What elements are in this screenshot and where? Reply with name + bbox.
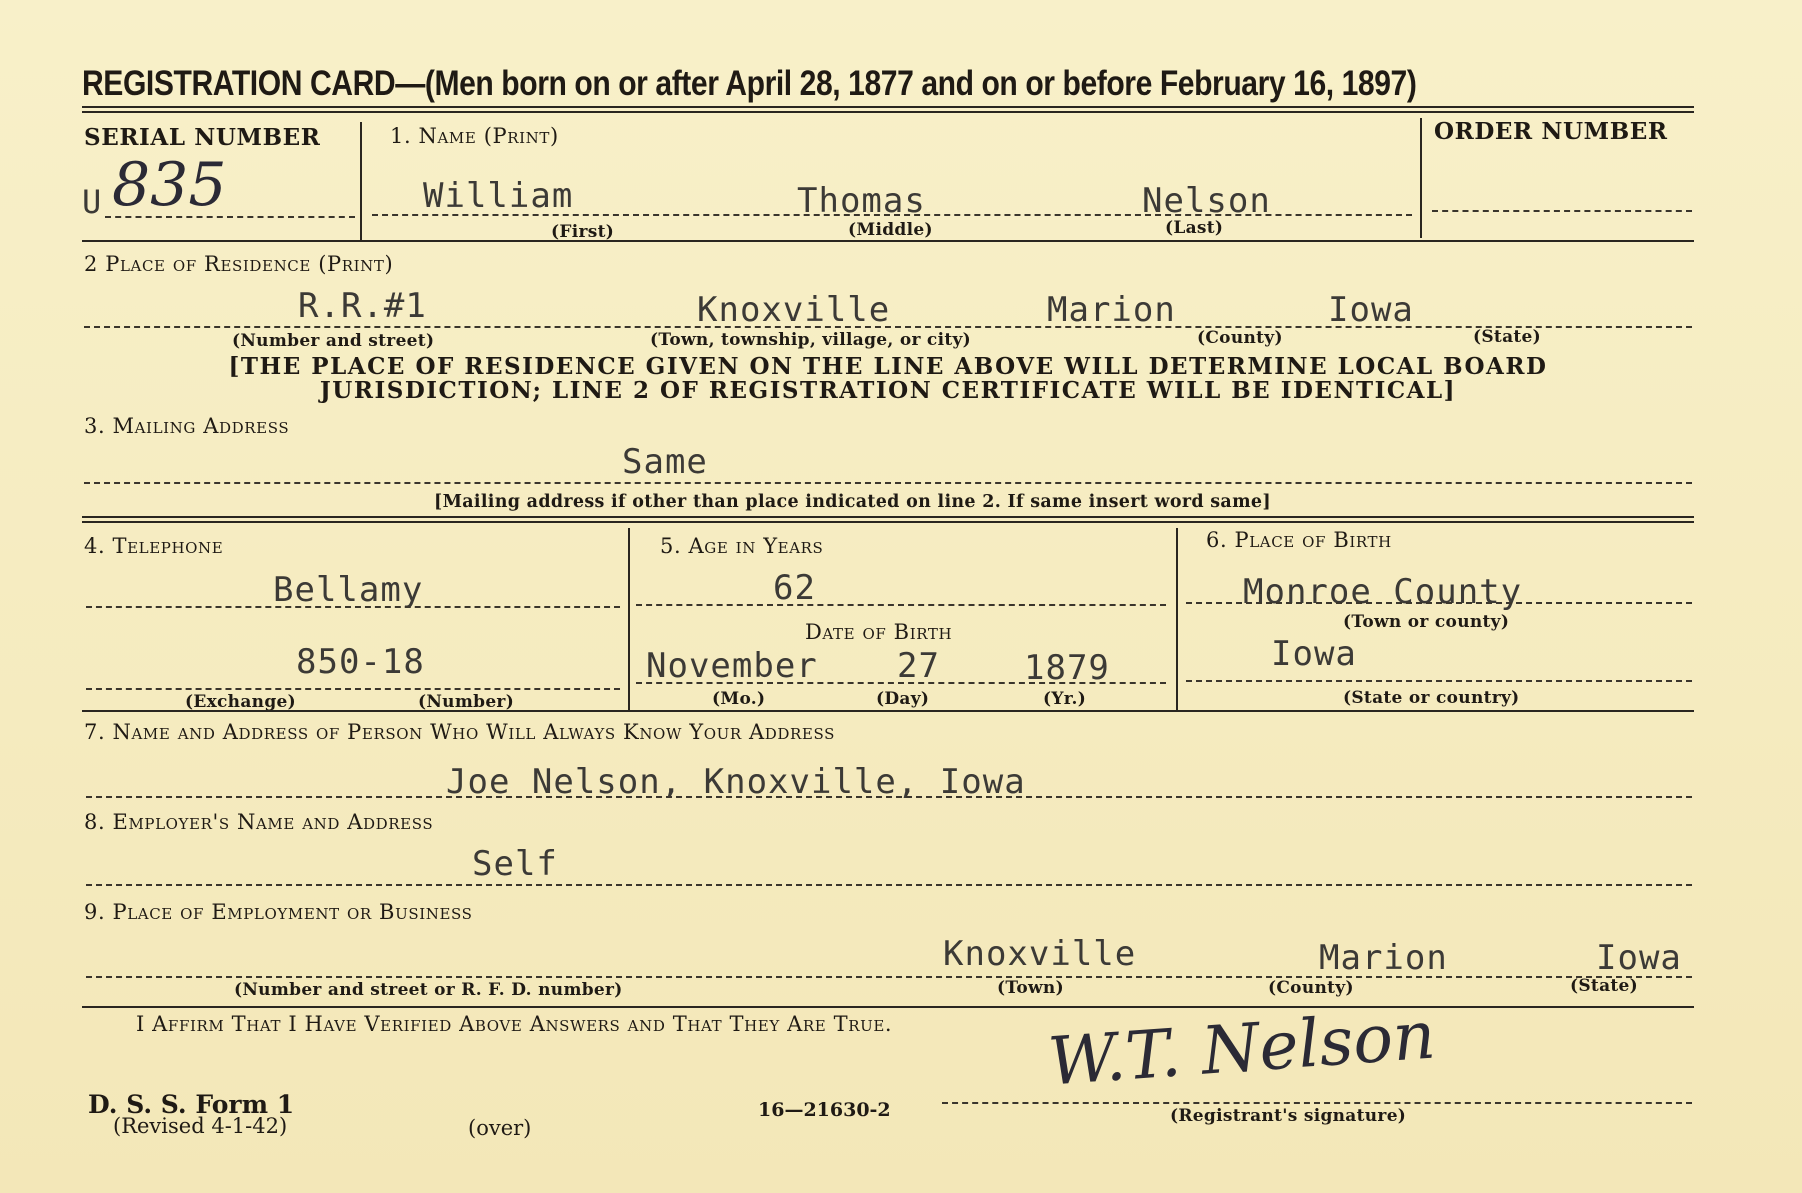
serial-line (105, 216, 355, 218)
residence-county-value[interactable]: Marion (1047, 290, 1176, 330)
mailing-address-label: 3. Mailing Address (84, 414, 290, 438)
telephone-number-caption: (Number) (418, 692, 515, 712)
residence-label: 2 Place of Residence (Print) (84, 252, 394, 276)
form-revision: (Revised 4-1-42) (113, 1114, 288, 1138)
telephone-label: 4. Telephone (84, 534, 224, 558)
birth-town-caption: (Town or county) (1343, 612, 1510, 632)
rule-after-mailing (82, 516, 1694, 523)
top-rule (82, 106, 1694, 113)
serial-number-label: SERIAL NUMBER (84, 124, 321, 151)
residence-street-value[interactable]: R.R.#1 (298, 286, 427, 326)
serial-number-value: 835 (112, 150, 227, 220)
middle-name-caption: (Middle) (848, 220, 933, 240)
age-value[interactable]: 62 (773, 568, 816, 608)
contact-line (86, 796, 1692, 798)
employment-street-caption: (Number and street or R. F. D. number) (234, 980, 623, 1000)
telephone-number-value[interactable]: 850-18 (296, 642, 425, 682)
employment-county-value[interactable]: Marion (1319, 938, 1448, 978)
telephone-exchange-value[interactable]: Bellamy (273, 570, 424, 610)
employment-town-caption: (Town) (997, 978, 1064, 998)
serial-divider (360, 122, 362, 240)
employment-town-value[interactable]: Knoxville (943, 934, 1137, 974)
birth-day-caption: (Day) (876, 689, 930, 709)
employer-line (86, 884, 1692, 886)
birth-state-value[interactable]: Iowa (1271, 634, 1357, 674)
first-name-caption: (First) (551, 222, 615, 242)
age-label: 5. Age in Years (660, 534, 824, 558)
mailing-address-value[interactable]: Same (622, 442, 708, 482)
birth-date-line (636, 682, 1166, 684)
birth-town-value[interactable]: Monroe County (1243, 572, 1523, 612)
first-name-value[interactable]: William (423, 176, 574, 216)
rule-after-employment (82, 1006, 1694, 1008)
birth-year-caption: (Yr.) (1043, 689, 1087, 709)
employment-state-value[interactable]: Iowa (1596, 938, 1682, 978)
residence-county-caption: (County) (1197, 328, 1283, 348)
employer-value[interactable]: Self (472, 844, 558, 884)
signature-line[interactable] (942, 1102, 1692, 1104)
name-label: 1. Name (Print) (390, 124, 559, 148)
birth-month-value[interactable]: November (646, 646, 818, 686)
order-divider (1420, 118, 1422, 238)
order-number-line[interactable] (1432, 210, 1692, 212)
birth-state-caption: (State or country) (1343, 688, 1520, 708)
age-divider (1176, 528, 1178, 710)
name-line (372, 214, 1412, 216)
birth-day-value[interactable]: 27 (897, 646, 940, 686)
employment-county-caption: (County) (1268, 978, 1354, 998)
signature-caption: (Registrant's signature) (1170, 1106, 1407, 1126)
registrant-signature: W.T. Nelson (1045, 996, 1438, 1101)
birth-state-line (1186, 680, 1692, 682)
birth-year-value[interactable]: 1879 (1024, 648, 1110, 688)
employer-label: 8. Employer's Name and Address (84, 810, 434, 834)
date-of-birth-label: Date of Birth (805, 620, 953, 644)
employment-line (86, 976, 1692, 978)
residence-town-caption: (Town, township, village, or city) (650, 330, 972, 350)
mailing-address-caption: [Mailing address if other than place indicated on line 2. If same insert word same] (434, 492, 1271, 512)
telephone-upper-line (86, 606, 620, 608)
age-line (636, 604, 1166, 606)
over-note: (over) (468, 1116, 532, 1140)
affirmation-text: I Affirm That I Have Verified Above Answers and That They Are True. (136, 1012, 893, 1036)
residence-town-value[interactable]: Knoxville (697, 290, 891, 330)
residence-state-caption: (State) (1473, 327, 1541, 347)
telephone-divider (628, 528, 630, 710)
contact-label: 7. Name and Address of Person Who Will Always Know Your Address (84, 720, 835, 744)
residence-street-caption: (Number and street) (232, 331, 435, 351)
mailing-line (84, 482, 1692, 484)
form-number: D. S. S. Form 1 (88, 1090, 295, 1119)
jurisdiction-notice-line2: JURISDICTION; LINE 2 OF REGISTRATION CERTIFICATE WILL BE IDENTICAL] (319, 377, 1457, 404)
birth-month-caption: (Mo.) (712, 689, 766, 709)
contact-value[interactable]: Joe Nelson, Knoxville, Iowa (446, 762, 1026, 802)
middle-name-value[interactable]: Thomas (797, 181, 926, 221)
telephone-exchange-caption: (Exchange) (185, 692, 296, 712)
card-title: REGISTRATION CARD—(Men born on or after April 28, 1877 and on or before February 16, 1897) (82, 64, 1417, 103)
residence-line (84, 326, 1692, 328)
rule-after-birth (82, 710, 1694, 712)
residence-state-value[interactable]: Iowa (1328, 290, 1414, 330)
last-name-caption: (Last) (1165, 218, 1224, 238)
order-number-label: ORDER NUMBER (1434, 118, 1668, 145)
jurisdiction-notice-line1: [THE PLACE OF RESIDENCE GIVEN ON THE LINE ABOVE WILL DETERMINE LOCAL BOARD (228, 353, 1548, 380)
employment-state-caption: (State) (1570, 976, 1638, 996)
rule-after-name (82, 240, 1694, 242)
place-of-birth-label: 6. Place of Birth (1206, 528, 1392, 552)
birth-town-line (1186, 602, 1692, 604)
employment-label: 9. Place of Employment or Business (84, 900, 473, 924)
telephone-lower-line (86, 688, 620, 690)
print-code: 16—21630-2 (758, 1099, 891, 1121)
serial-prefix: U (82, 183, 103, 221)
last-name-value[interactable]: Nelson (1142, 181, 1271, 221)
